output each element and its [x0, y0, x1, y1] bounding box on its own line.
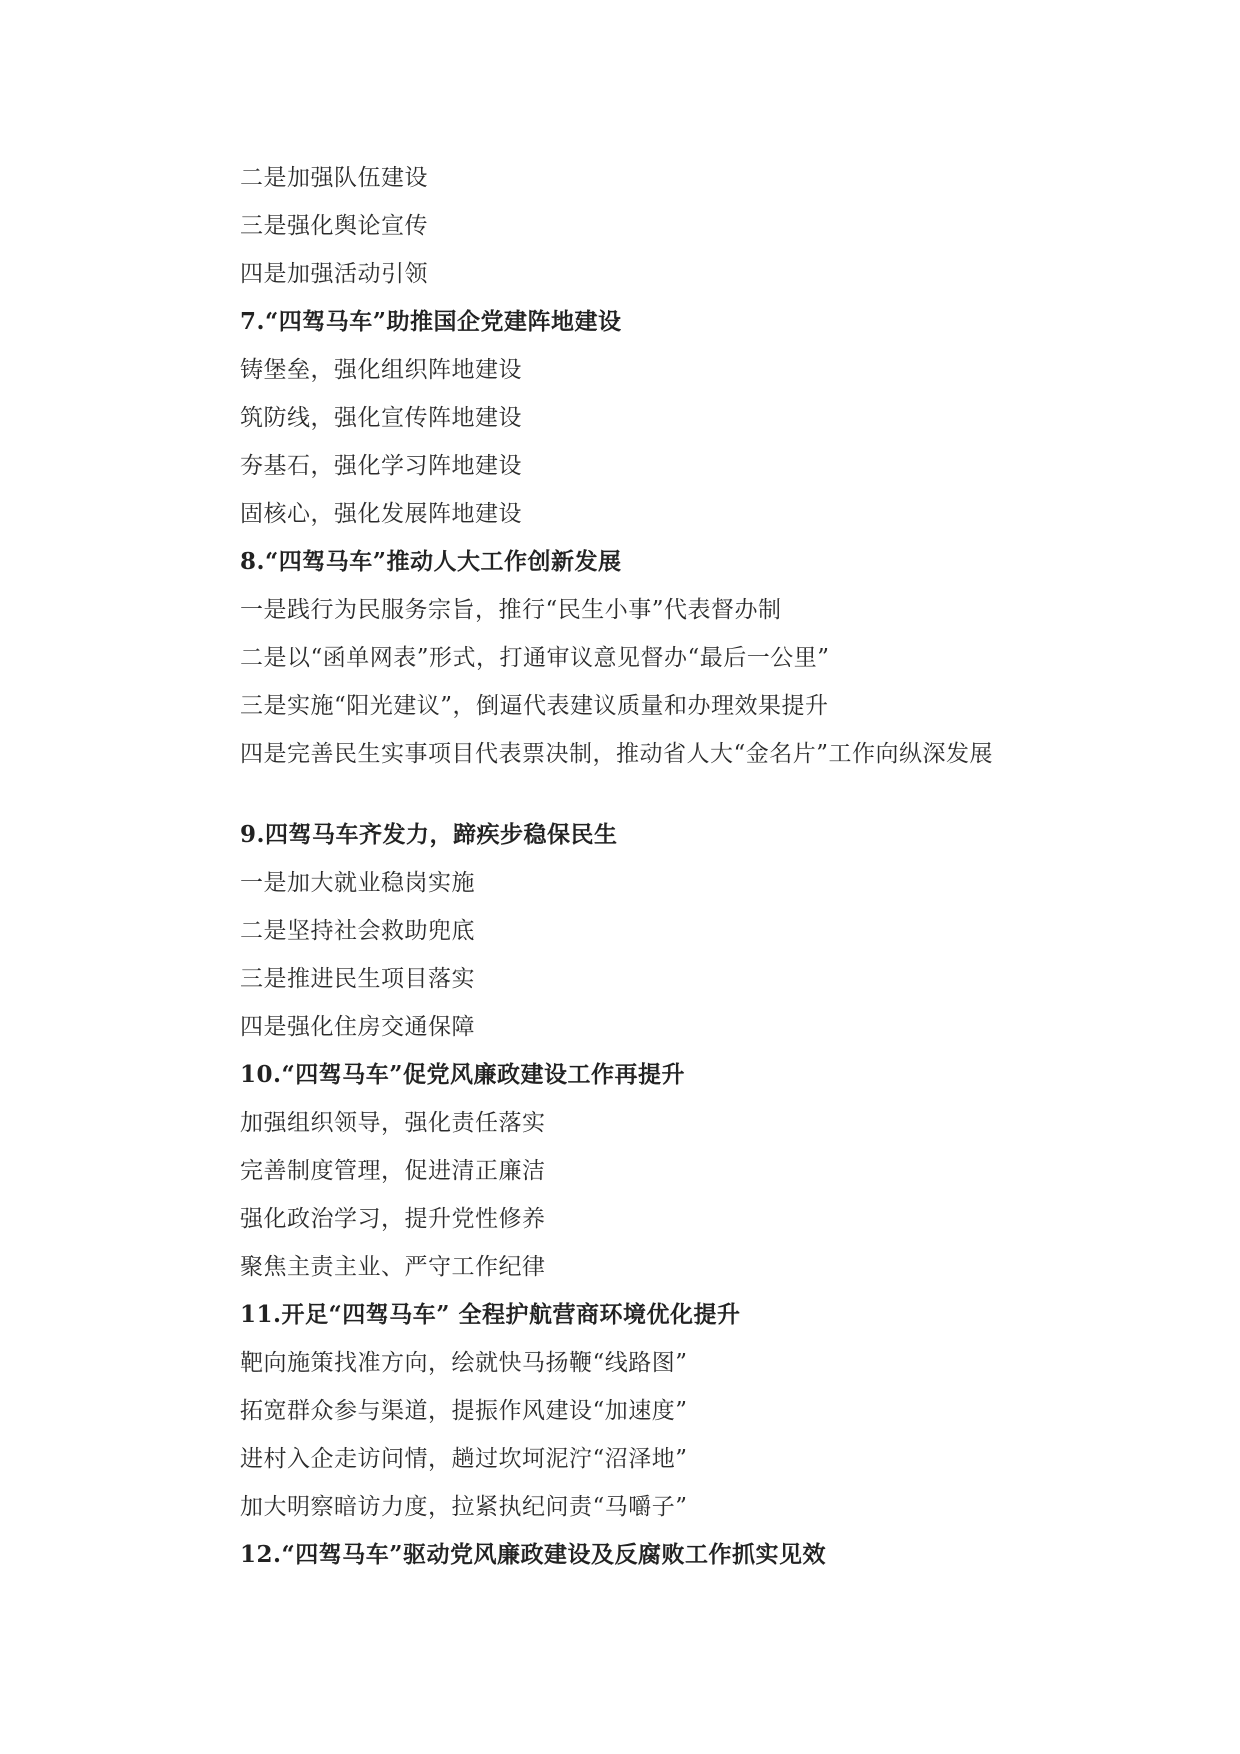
body-line: 四是强化住房交通保障: [240, 1014, 475, 1040]
section-heading: 11.开足“四驾马车” 全程护航营商环境优化提升: [240, 1301, 741, 1328]
body-line: 二是坚持社会救助兜底: [240, 918, 475, 944]
body-line: 一是践行为民服务宗旨，推行“民生小事”代表督办制: [240, 597, 782, 623]
body-line: 加强组织领导，强化责任落实: [240, 1110, 546, 1136]
body-line: 固核心，强化发展阵地建设: [240, 501, 522, 527]
body-line: 强化政治学习，提升党性修养: [240, 1206, 546, 1232]
body-line: 聚焦主责主业、严守工作纪律: [240, 1254, 546, 1280]
body-line: 拓宽群众参与渠道，提振作风建设“加速度”: [240, 1398, 688, 1424]
body-line: 一是加大就业稳岗实施: [240, 870, 475, 896]
body-line: 三是推进民生项目落实: [240, 966, 475, 992]
body-line: 三是实施“阳光建议”，倒逼代表建议质量和办理效果提升: [240, 693, 829, 719]
section-heading: 7.“四驾马车”助推国企党建阵地建设: [240, 308, 622, 335]
section-heading: 12.“四驾马车”驱动党风廉政建设及反腐败工作抓实见效: [240, 1541, 826, 1568]
body-line: 铸堡垒，强化组织阵地建设: [240, 357, 522, 383]
body-line: 靶向施策找准方向，绘就快马扬鞭“线路图”: [240, 1350, 688, 1376]
body-line: 四是加强活动引领: [240, 261, 428, 287]
section-heading: 10.“四驾马车”促党风廉政建设工作再提升: [240, 1061, 685, 1088]
body-line: 二是以“函单网表”形式，打通审议意见督办“最后一公里”: [240, 645, 830, 671]
section-heading: 8.“四驾马车”推动人大工作创新发展: [240, 548, 622, 575]
body-line: 完善制度管理，促进清正廉洁: [240, 1158, 546, 1184]
body-line: 筑防线，强化宣传阵地建设: [240, 405, 522, 431]
body-line: 二是加强队伍建设: [240, 165, 428, 191]
body-line: 三是强化舆论宣传: [240, 213, 428, 239]
body-line: 加大明察暗访力度，拉紧执纪问责“马嚼子”: [240, 1494, 688, 1520]
body-line-wrapped: 四是完善民生实事项目代表票决制，推动省人大“金名片”工作向纵深发展: [240, 741, 994, 767]
section-heading: 9.四驾马车齐发力，蹄疾步稳保民生: [240, 821, 618, 848]
body-line: 夯基石，强化学习阵地建设: [240, 453, 522, 479]
body-line: 进村入企走访问情，趟过坎坷泥泞“沼泽地”: [240, 1446, 688, 1472]
